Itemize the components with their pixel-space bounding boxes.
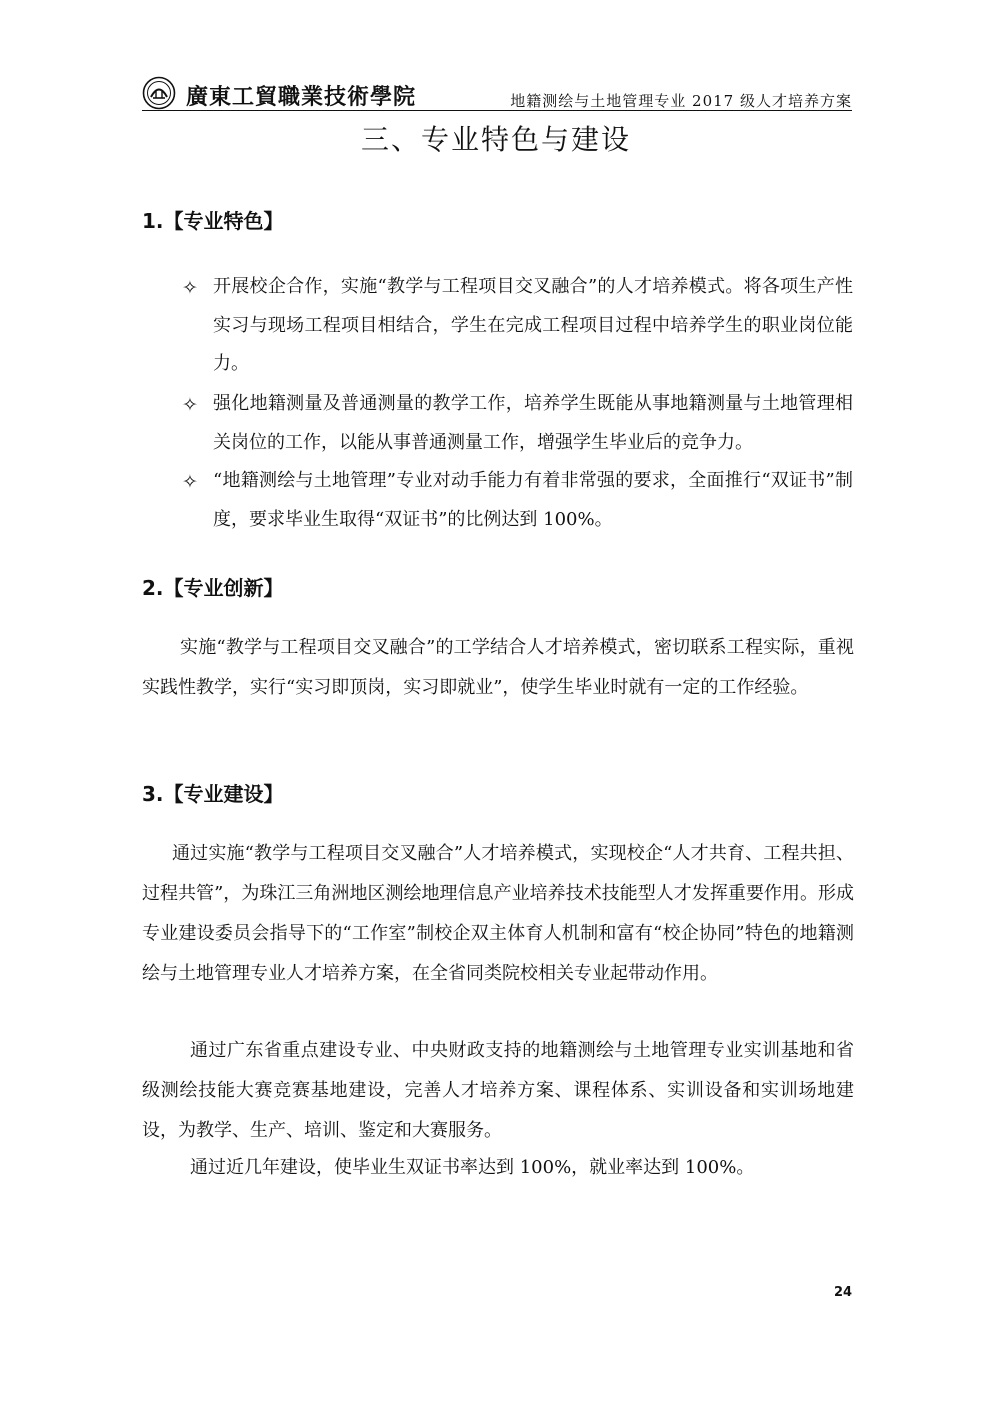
bullet-icon: ✧	[182, 394, 198, 416]
section-title: 三、专业特色与建设	[360, 123, 631, 156]
feature-item-1: 开展校企合作，实施“教学与工程项目交叉融合”的人才培养模式。将各项生产性实习与现场工程项目相结合，学生在完成工程项目过程中培养学生的职业岗位能力。	[213, 276, 853, 374]
school-logo-icon	[142, 76, 176, 110]
innovation-paragraph: 实施“教学与工程项目交叉融合”的工学结合人才培养模式，密切联系工程实际，重视实践性教学，实行“实习即顶岗，实习即就业”，使学生毕业时就有一定的工作经验。	[142, 637, 854, 698]
heading-construction: 3.【专业建设】	[142, 782, 284, 806]
feature-item-3: “地籍测绘与土地管理”专业对动手能力有着非常强的要求，全面推行“双证书”制度，要求毕业生取得“双证书”的比例达到 100%。	[213, 470, 853, 530]
bullet-icon: ✧	[182, 277, 198, 299]
document-title: 地籍测绘与土地管理专业 2017 级人才培养方案	[510, 92, 852, 110]
heading-innovation: 2.【专业创新】	[142, 576, 284, 600]
page-number: 24	[834, 1285, 853, 1300]
header-divider	[142, 110, 852, 111]
construction-paragraph-1: 通过实施“教学与工程项目交叉融合”人才培养模式，实现校企“人才共育、工程共担、过程共管”，为珠江三角洲地区测绘地理信息产业培养技术技能型人才发挥重要作用。形成专业建设委员会指导下的“工作室”制校企双主体育人机制和富有“校企协同”特色的地籍测绘与土地管理专业人才培养方案，在全省同类院校相关专业起带动作用。	[142, 843, 854, 984]
page-header	[142, 70, 852, 110]
heading-features: 1.【专业特色】	[142, 209, 284, 233]
construction-paragraph-2: 通过广东省重点建设专业、中央财政支持的地籍测绘与土地管理专业实训基地和省级测绘技能大赛竞赛基地建设，完善人才培养方案、课程体系、实训设备和实训场地建设，为教学、生产、培训、鉴定和大赛服务。	[142, 1040, 854, 1141]
construction-paragraph-3: 通过近几年建设，使毕业生双证书率达到 100%，就业率达到 100%。	[190, 1157, 755, 1178]
school-name: 廣東工貿職業技術學院	[186, 84, 417, 110]
bullet-icon: ✧	[182, 471, 198, 493]
feature-item-2: 强化地籍测量及普通测量的教学工作，培养学生既能从事地籍测量与土地管理相关岗位的工作，以能从事普通测量工作，增强学生毕业后的竞争力。	[213, 393, 853, 453]
